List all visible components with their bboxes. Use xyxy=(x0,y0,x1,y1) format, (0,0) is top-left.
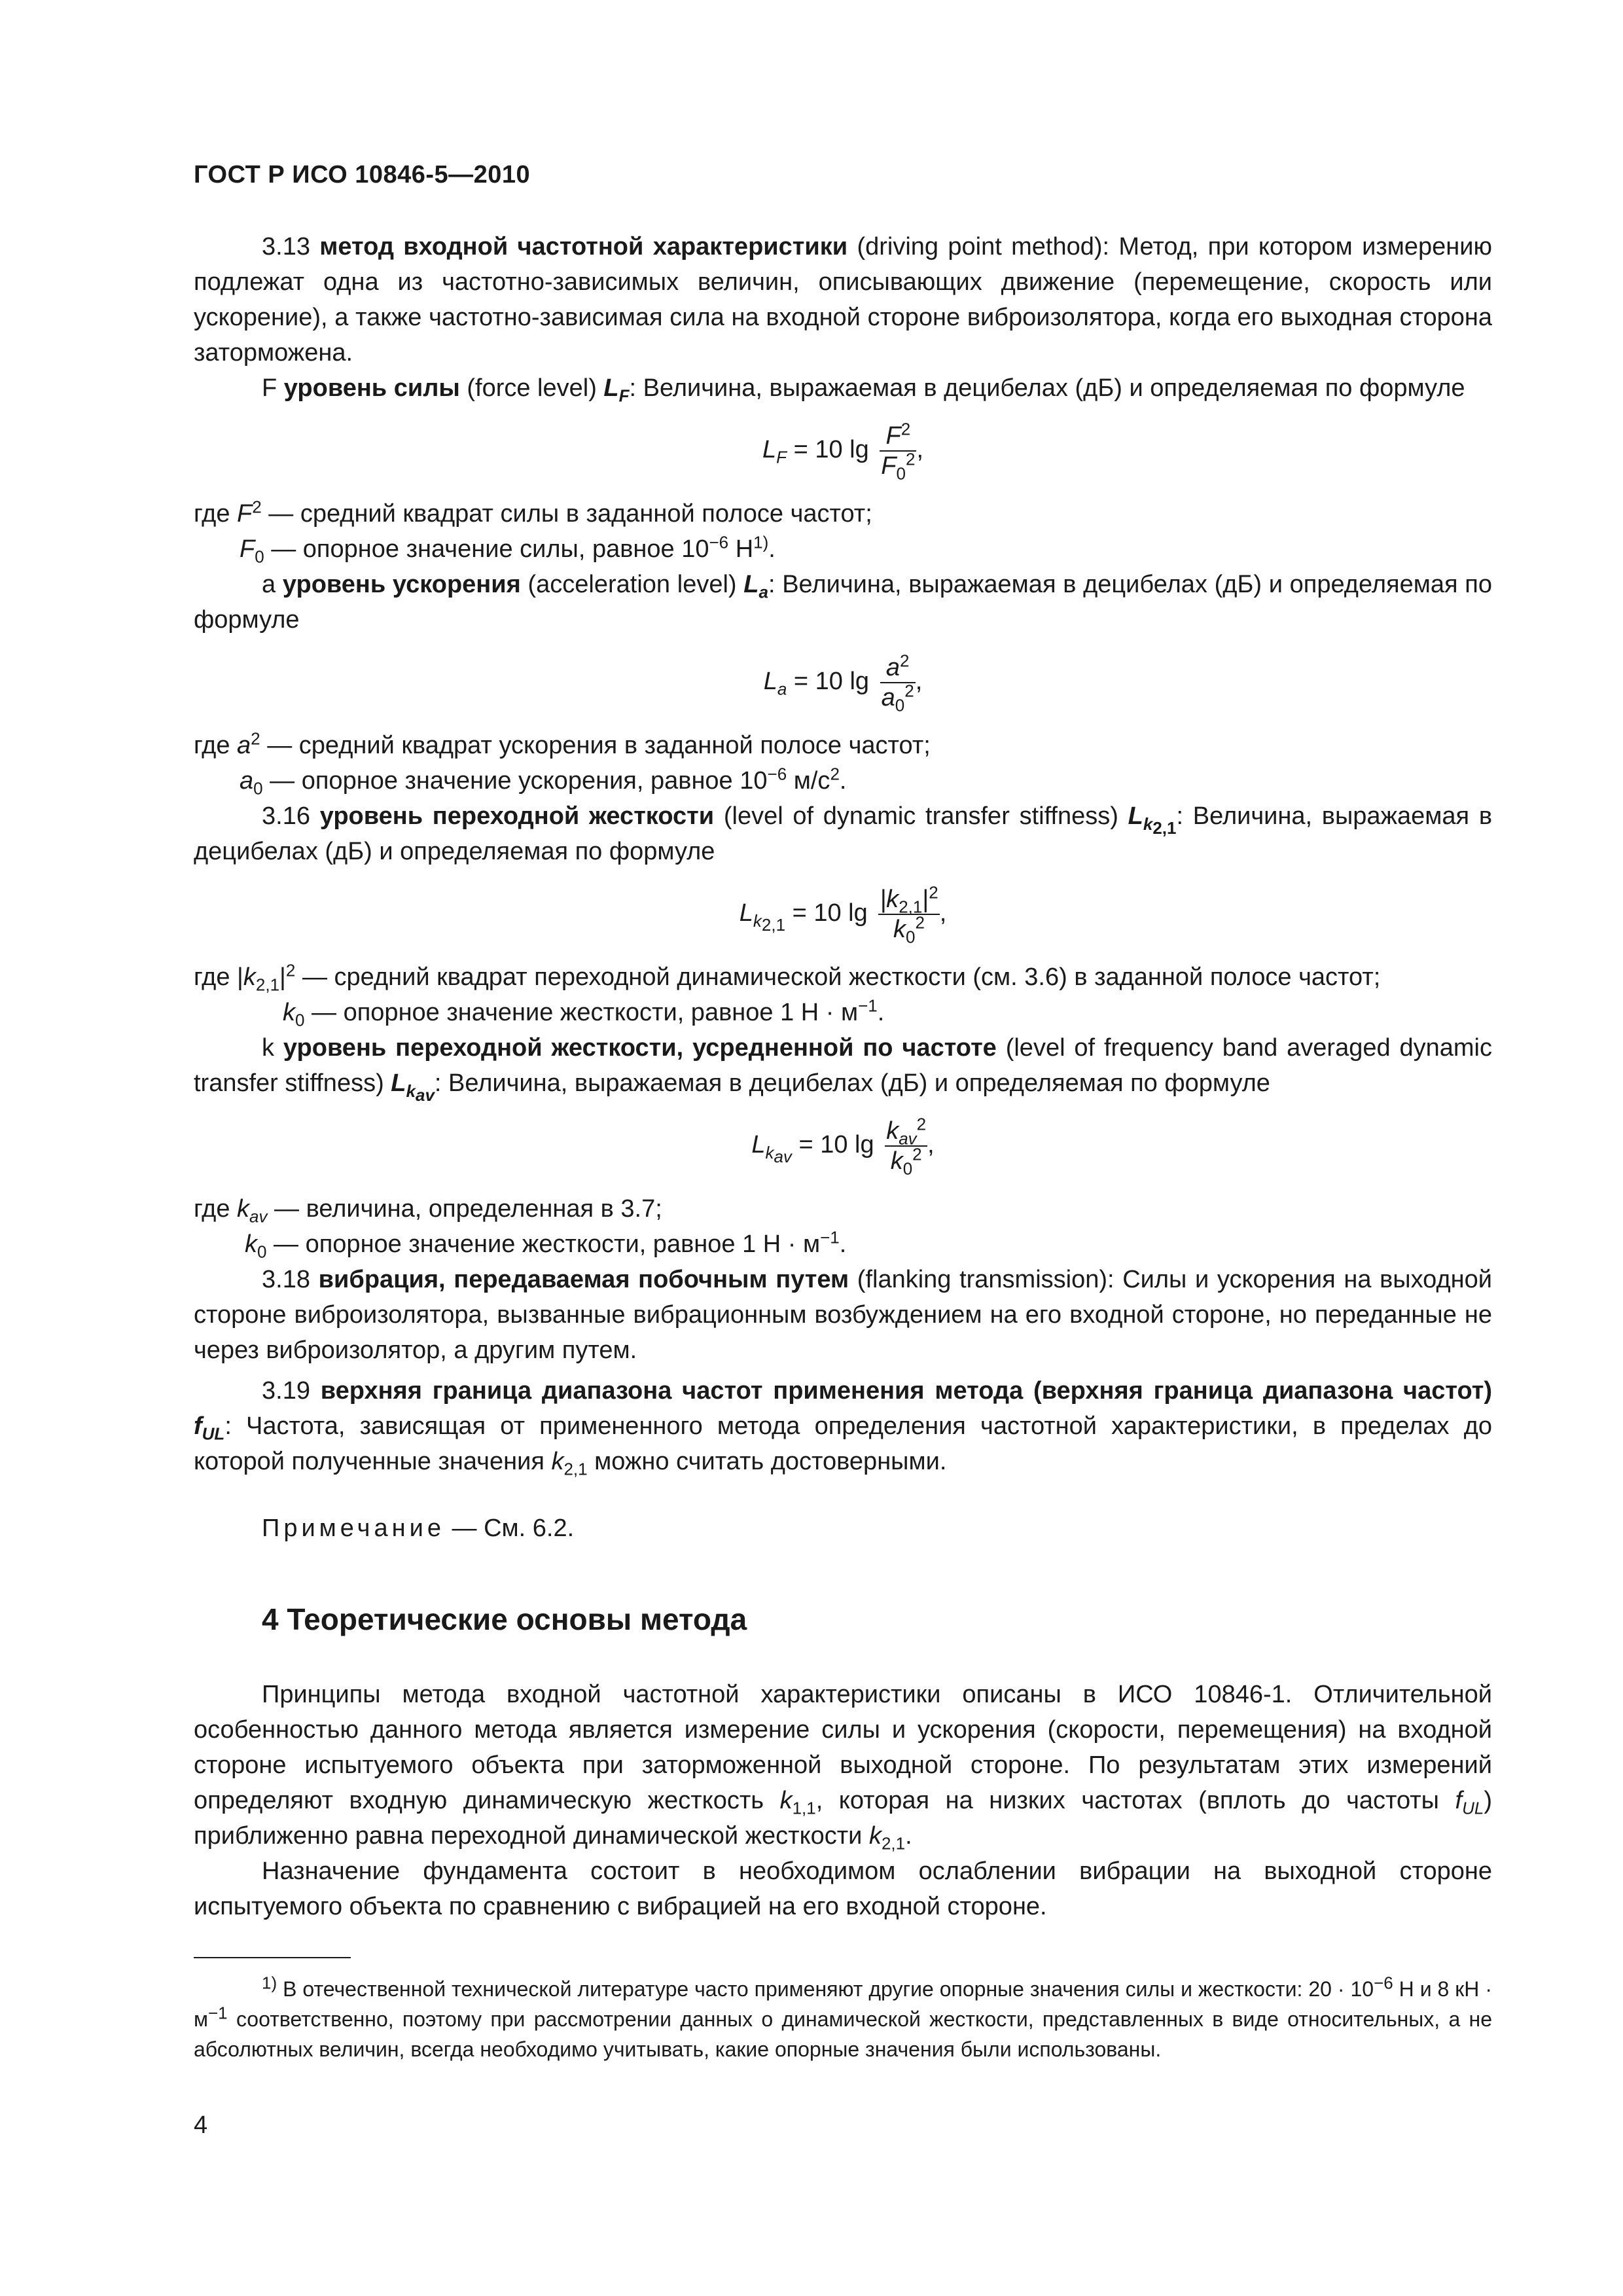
term: вибрация, передаваемая побочным путем xyxy=(318,1266,849,1293)
term: верхняя граница диапазона частот применения метода (верхняя граница диапазона частот) xyxy=(320,1377,1492,1405)
fraction: $\frac{a^2}{a_0^2}$ xyxy=(881,651,914,715)
section-paragraph: Принципы метода входной частотной характеристики описаны в ИСО 10846-1. Отличительной особенностью данного метода является измерение силы и ускорения (скорости, перемещения) на входной стороне испытуемого объекта при заторможенной выходной стороне. По результатам этих измерений определяют входную динамическую жесткость $k_{1,1}$, которая на низких частотах (вплоть до частоты $f_{UL}$) приближенно равна переходной динамической жесткости $k_{2,1}$. xyxy=(194,1681,1492,1854)
definition-3-15: a уровень ускорения (acceleration level) $L_a$: Величина, выражаемая в децибелах (дБ) и определяемая по формуле xyxy=(194,571,1492,634)
section-paragraph: Назначение фундамента состоит в необходимом ослаблении вибрации на выходной стороне испытуемого объекта по сравнению с вибрацией на его входной стороне. xyxy=(194,1857,1492,1920)
footnote-ref: 1) xyxy=(753,532,769,552)
footnote-divider xyxy=(194,1957,351,1958)
definition-3-13: 3.13 метод входной частотной характеристики (driving point method): Метод, при котором измерению подлежат одна из частотно-зависимых величин, описывающих движение (перемещение, скорость или ускорение), а также частотно-зависимая сила на входной стороне виброизолятора, когда его выходная сторона заторможена. xyxy=(194,233,1492,367)
definition-3-19: 3.19 верхняя граница диапазона частот применения метода (верхняя граница диапазона частот) $f_{UL}$: Частота, зависящая от примененного метода определения частотной характеристики, в пределах до которой полученные значения $k_{2,1}$ можно считать достоверными. xyxy=(194,1377,1492,1479)
where-line: где $F^2$ — средний квадрат силы в заданной полосе частот; xyxy=(194,497,872,528)
term: уровень силы xyxy=(283,374,460,402)
fraction: $\frac{|k_{2,1}|^2}{k_0^2}$ xyxy=(880,882,938,947)
document-header: ГОСТ Р ИСО 10846-5—2010 xyxy=(194,161,531,188)
note: Примечание — См. 6.2. xyxy=(262,1515,575,1542)
where-line: $k_0$ — опорное значение жесткости, равное 1 $Н \cdot м^{-1}$. xyxy=(245,1227,847,1262)
formula-force-level: $L_F = 10$ lg $\frac{F^2}{F_0^2}$ , xyxy=(762,419,923,484)
formula-acceleration-level: $L_a = 10$ lg $\frac{a^2}{a_0^2}$ , xyxy=(763,651,923,715)
where-line: $k_0$ — опорное значение жесткости, равное 1 $Н \cdot м^{-1}$. xyxy=(283,996,885,1030)
where-line: где $a^2$ — средний квадрат ускорения в заданной полосе частот; xyxy=(194,728,931,759)
where-line: где $|k_{2,1}|^2$ — средний квадрат переходной динамической жесткости (см. 3.6) в заданной полосе частот; xyxy=(194,960,1381,995)
fraction: $\frac{k_{av}^2}{k_0^2}$ xyxy=(886,1114,927,1179)
where-line: где $k_{av}$ — величина, определенная в 3.7; xyxy=(194,1195,662,1227)
formula-averaged-stiffness-level: $L_{k_{av}} = 10$ lg $\frac{k_{av}^2}{k_0^2}$ , xyxy=(751,1114,935,1179)
term: метод входной частотной характеристики xyxy=(319,233,848,260)
where-line: $F_0$ — опорное значение силы, равное $10^{-6}$ $Н^{1)}$. xyxy=(240,532,776,567)
definition-3-17: k уровень переходной жесткости, усредненной по частоте (level of frequency band averaged dynamic transfer stiffness) $L_{k_{av}}$: Величина, выражаемая в децибелах (дБ) и определяемая по формуле xyxy=(194,1034,1493,1105)
fraction: $\frac{F^2}{F_0^2}$ xyxy=(881,419,916,484)
footnote: $^{1)}$ В отечественной технической литературе часто применяют другие опорные значения силы и жесткости: $20 \cdot 10^{-6}$ Н и 8 кН · $м^{-1}$ соответственно, поэтому при рассмотрении данных о динамической жесткости, представленных в виде относительных, а не абсолютных величин, всегда необходимо учитывать, какие опорные значения были использованы. xyxy=(194,1973,1493,2061)
formula-transfer-stiffness-level: $L_{k_{2,1}} = 10$ lg $\frac{|k_{2,1}|^2}{k_0^2}$ , xyxy=(739,882,947,947)
term: уровень ускорения xyxy=(282,571,521,598)
section-heading: 4 Теоретические основы метода xyxy=(262,1602,747,1636)
term: уровень переходной жесткости xyxy=(319,802,715,830)
definition-3-16: 3.16 уровень переходной жесткости (level of dynamic transfer stiffness) $L_{k_{2,1}}$: Величина, выражаемая в децибелах (дБ) и определяемая по формуле xyxy=(194,802,1493,865)
definition-3-14: F уровень силы (force level) $L_F$: Величина, выражаемая в децибелах (дБ) и определяемая по формуле xyxy=(262,374,1465,406)
page-number: 4 xyxy=(194,2111,208,2139)
where-line: $a_0$ — опорное значение ускорения, равное $10^{-6}$ $м/с^2$. xyxy=(240,764,847,798)
term: уровень переходной жесткости, усредненной по частоте xyxy=(283,1034,997,1062)
document-body xyxy=(194,229,1492,1924)
definition-3-18: 3.18 вибрация, передаваемая побочным путем (flanking transmission): Силы и ускорения на выходной стороне виброизолятора, вызванные вибрационным возбуждением на его входной стороне, но переданные не через виброизолятор, а другим путем. xyxy=(194,1266,1492,1364)
